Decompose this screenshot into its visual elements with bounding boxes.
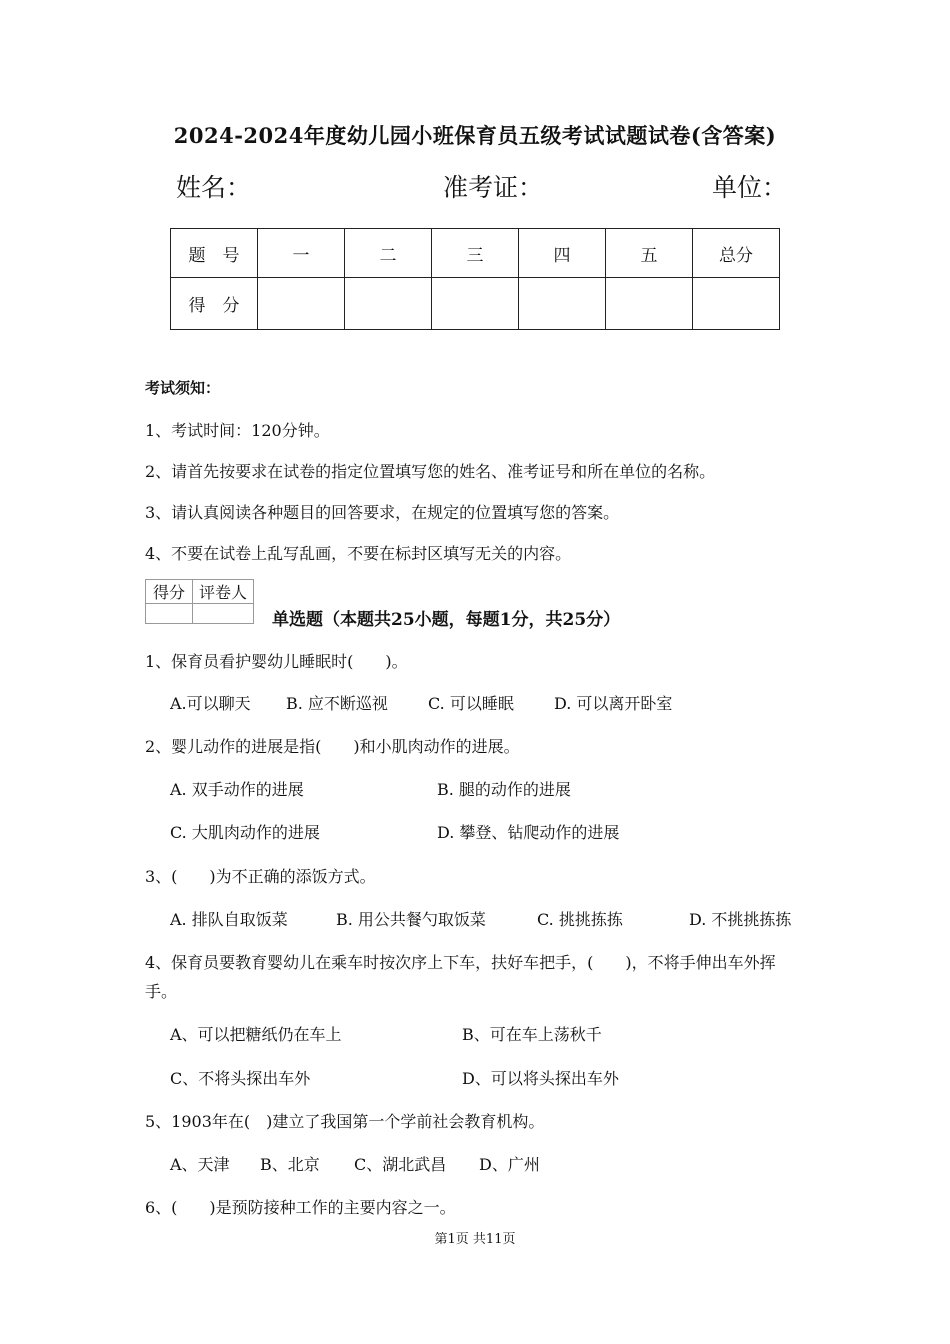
option-d: D. 不挑挑拣拣	[689, 910, 792, 929]
option-c: C、不将头探出车外	[170, 1069, 311, 1088]
grader-box-grader-cell	[193, 604, 254, 624]
option-a: A.可以聊天	[170, 694, 251, 713]
score-header-cell: 总分	[693, 229, 780, 278]
option-b: B. 腿的动作的进展	[437, 780, 571, 799]
question-stem: 1、保育员看护婴幼儿睡眠时( )。	[145, 652, 408, 671]
option-d: D. 可以离开卧室	[554, 694, 673, 713]
question-stem: 5、1903年在( )建立了我国第一个学前社会教育机构。	[145, 1112, 545, 1131]
option-d: D、可以将头探出车外	[462, 1069, 619, 1088]
notice-item: 2、请首先按要求在试卷的指定位置填写您的姓名、准考证号和所在单位的名称。	[145, 462, 716, 481]
option-b: B、北京	[260, 1155, 320, 1174]
option-a: A、可以把糖纸仍在车上	[170, 1025, 342, 1044]
option-d: D. 攀登、钻爬动作的进展	[437, 823, 620, 842]
score-header-cell: 三	[432, 229, 519, 278]
name-field-label: 姓名：	[176, 173, 252, 202]
question-stem: 4、保育员要教育婴幼儿在乘车时按次序上下车，扶好车把手，( )，不将手伸出车外挥	[145, 953, 776, 972]
option-a: A、天津	[170, 1155, 230, 1174]
score-cell	[693, 278, 780, 330]
exam-title: 2024-2024年度幼儿园小班保育员五级考试试题试卷(含答案)	[173, 123, 777, 148]
grader-box-grader-label: 评卷人	[193, 580, 254, 604]
section-title: 单选题（本题共25小题，每题1分，共25分）	[272, 610, 621, 630]
unit-field-label: 单位：	[712, 173, 788, 202]
option-a: A. 双手动作的进展	[170, 780, 304, 799]
question-stem: 3、( )为不正确的添饭方式。	[145, 867, 376, 886]
option-c: C. 可以睡眠	[428, 694, 514, 713]
option-c: C. 挑挑拣拣	[537, 910, 623, 929]
question-stem: 2、婴儿动作的进展是指( )和小肌肉动作的进展。	[145, 737, 520, 756]
score-header-cell: 一	[258, 229, 345, 278]
option-b: B. 用公共餐勺取饭菜	[336, 910, 486, 929]
score-cell	[519, 278, 606, 330]
notice-item: 1、考试时间：120分钟。	[145, 421, 330, 440]
score-header-cell: 二	[345, 229, 432, 278]
notice-item: 3、请认真阅读各种题目的回答要求，在规定的位置填写您的答案。	[145, 503, 620, 522]
score-header-cell: 题 号	[171, 229, 258, 278]
option-c: C、湖北武昌	[354, 1155, 447, 1174]
grader-box-score-cell	[146, 604, 193, 624]
score-header-cell: 四	[519, 229, 606, 278]
score-cell	[432, 278, 519, 330]
notice-item: 4、不要在试卷上乱写乱画，不要在标封区填写无关的内容。	[145, 544, 572, 563]
score-table-header-row	[171, 229, 780, 278]
notice-heading: 考试须知：	[145, 379, 221, 397]
option-b: B、可在车上荡秋千	[462, 1025, 602, 1044]
score-cell	[606, 278, 693, 330]
score-table	[170, 228, 780, 330]
score-cell	[345, 278, 432, 330]
score-table-score-row	[171, 278, 780, 330]
option-c: C. 大肌肉动作的进展	[170, 823, 320, 842]
option-b: B. 应不断巡视	[286, 694, 388, 713]
question-stem-continued: 手。	[145, 982, 178, 1001]
question-stem: 6、( )是预防接种工作的主要内容之一。	[145, 1198, 456, 1217]
option-d: D、广州	[479, 1155, 540, 1174]
score-header-cell: 五	[606, 229, 693, 278]
score-cell	[258, 278, 345, 330]
grader-box-score-label: 得分	[146, 580, 193, 604]
grader-box	[145, 579, 254, 624]
page-footer: 第1页 共11页	[434, 1232, 516, 1247]
score-row-label: 得 分	[171, 278, 258, 330]
exam-number-field-label: 准考证：	[443, 173, 544, 202]
option-a: A. 排队自取饭菜	[170, 910, 288, 929]
